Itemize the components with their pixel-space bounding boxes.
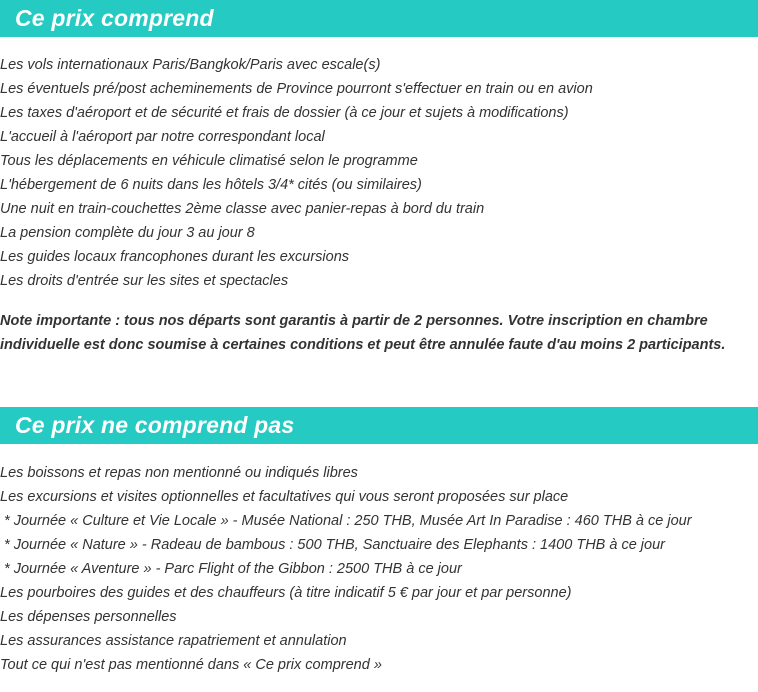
list-item: Les pourboires des guides et des chauffeurs (à titre indicatif 5 € par jour et par personne) [0,585,572,601]
list-item: * Journée « Aventure » - Parc Flight of the Gibbon : 2500 THB à ce jour [0,561,462,577]
list-item: L'accueil à l'aéroport par notre correspondant local [0,129,325,145]
list-item: La pension complète du jour 3 au jour 8 [0,225,255,241]
excluded-list [0,461,758,677]
list-item: Une nuit en train-couchettes 2ème classe avec panier-repas à bord du train [0,201,485,217]
list-item: L'hébergement de 6 nuits dans les hôtels 3/4* cités (ou similaires) [0,177,422,193]
list-item: Les éventuels pré/post acheminements de Province pourront s'effectuer en train ou en avion [0,81,593,97]
list-item: Tout ce qui n'est pas mentionné dans « Ce prix comprend » [0,657,382,673]
list-item: Les taxes d'aéroport et de sécurité et frais de dossier (à ce jour et sujets à modifications) [0,105,569,121]
excluded-section [0,407,758,677]
important-note: Note importante : tous nos départs sont garantis à partir de 2 personnes. Votre inscription en chambre individuelle est donc soumise à certaines conditions et peut être annulée faute d'au moins 2 participants. [0,313,726,353]
list-item: Tous les déplacements en véhicule climatisé selon le programme [0,153,418,169]
list-item: Les guides locaux francophones durant les excursions [0,249,350,265]
list-item: Les excursions et visites optionnelles et facultatives qui vous seront proposées sur place [0,489,569,505]
included-title: Ce prix comprend [15,5,214,31]
list-item: Les boissons et repas non mentionné ou indiqués libres [0,465,358,481]
list-item: Les assurances assistance rapatriement et annulation [0,633,347,649]
included-banner [0,0,758,37]
excluded-banner [0,407,758,444]
list-item: * Journée « Culture et Vie Locale » - Musée National : 250 THB, Musée Art In Paradise : 460 THB à ce jour [0,513,692,529]
excluded-title: Ce prix ne comprend pas [15,412,295,438]
included-list [0,53,758,293]
list-item: Les vols internationaux Paris/Bangkok/Paris avec escale(s) [0,57,381,73]
list-item: Les dépenses personnelles [0,609,177,625]
list-item: * Journée « Nature » - Radeau de bambous : 500 THB, Sanctuaire des Elephants : 1400 THB à ce jour [0,537,665,553]
list-item: Les droits d'entrée sur les sites et spectacles [0,273,289,289]
